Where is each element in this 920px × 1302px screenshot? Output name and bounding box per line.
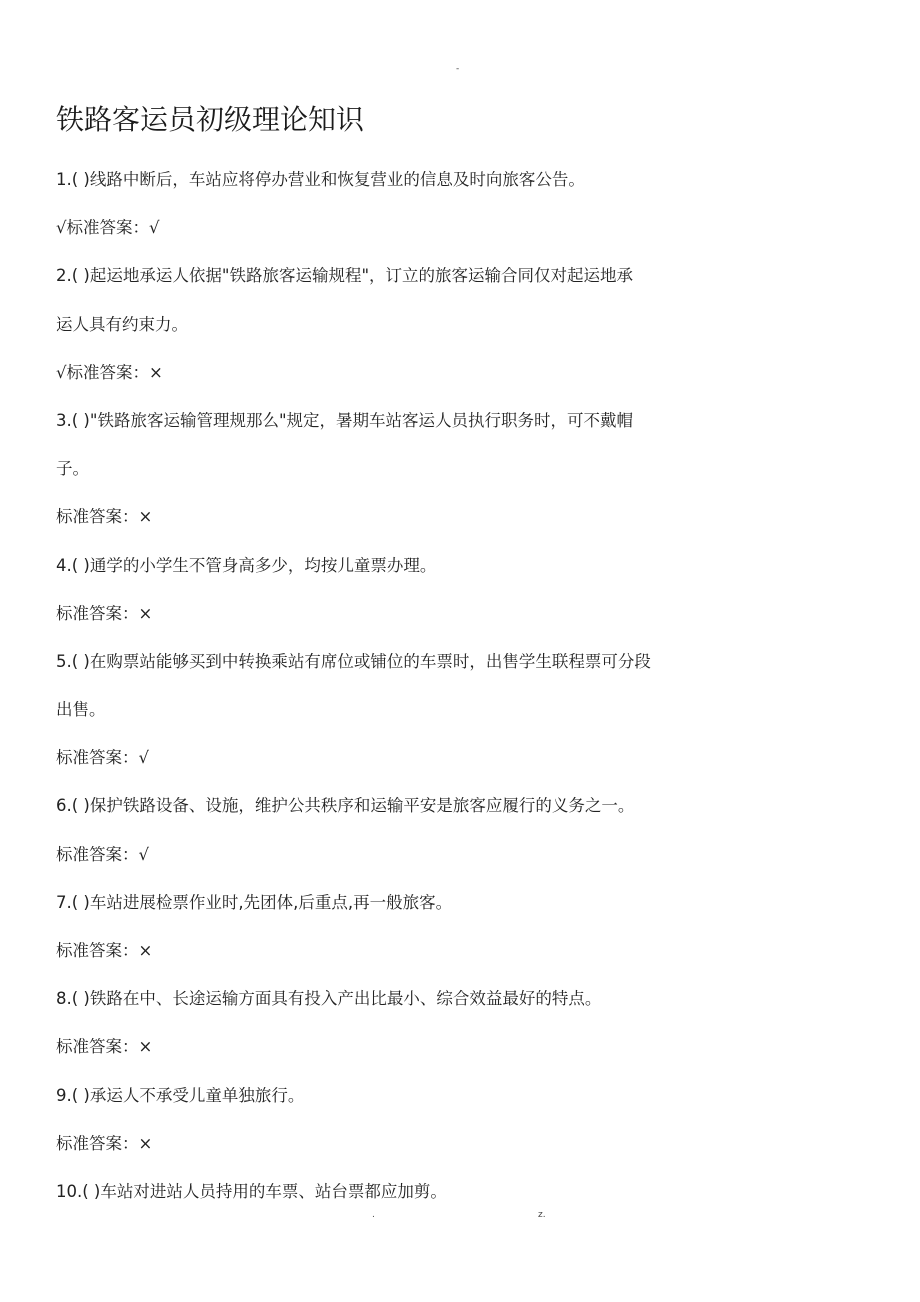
q10-line: 10.( )车站对进站人员持用的车票、站台票都应加剪。 — [56, 1181, 447, 1201]
header-mark: - — [456, 64, 460, 74]
footer-mark-right: z. — [538, 1210, 546, 1220]
q7-answer: 标准答案：× — [56, 941, 153, 960]
q1-line: 1.( )线路中断后，车站应将停办营业和恢复营业的信息及时向旅客公告。 — [56, 170, 585, 189]
q8-answer: 标准答案：× — [56, 1037, 153, 1057]
q6-line: 6.( )保护铁路设备、设施，维护公共秩序和运输平安是旅客应履行的义务之一。 — [56, 796, 635, 816]
q5-line-2: 出售。 — [56, 700, 106, 720]
q3-line-2: 子。 — [56, 459, 89, 479]
q4-line: 4.( )通学的小学生不管身高多少，均按儿童票办理。 — [56, 555, 437, 575]
q3-line-1: 3.( )"铁路旅客运输管理规那么"规定，暑期车站客运人员执行职务时，可不戴帽 — [56, 410, 634, 430]
q2-line-2: 运人具有约束力。 — [56, 314, 188, 334]
q6-answer: 标准答案：√ — [56, 844, 150, 864]
q9-line: 9.( )承运人不承受儿童单独旅行。 — [56, 1085, 305, 1105]
q2-line-1: 2.( )起运地承运人依据"铁路旅客运输规程"，订立的旅客运输合同仅对起运地承 — [56, 266, 634, 286]
q7-line: 7.( )车站进展检票作业时,先团体,后重点,再一般旅客。 — [56, 892, 453, 912]
document-body — [56, 156, 756, 1216]
footer-mark-left: . — [372, 1210, 375, 1220]
q2-answer: √标准答案：× — [56, 362, 163, 382]
q4-answer: 标准答案：× — [56, 603, 153, 623]
q5-answer: 标准答案：√ — [56, 748, 150, 768]
q1-answer: √标准答案：√ — [56, 218, 160, 238]
q8-line: 8.( )铁路在中、长途运输方面具有投入产出比最小、综合效益最好的特点。 — [56, 989, 602, 1009]
q3-answer: 标准答案：× — [56, 507, 153, 527]
document-title: 铁路客运员初级理论知识 — [56, 103, 365, 136]
q5-line-1: 5.( )在购票站能够买到中转换乘站有席位或铺位的车票时，出售学生联程票可分段 — [56, 651, 651, 671]
q9-answer: 标准答案：× — [56, 1133, 153, 1153]
